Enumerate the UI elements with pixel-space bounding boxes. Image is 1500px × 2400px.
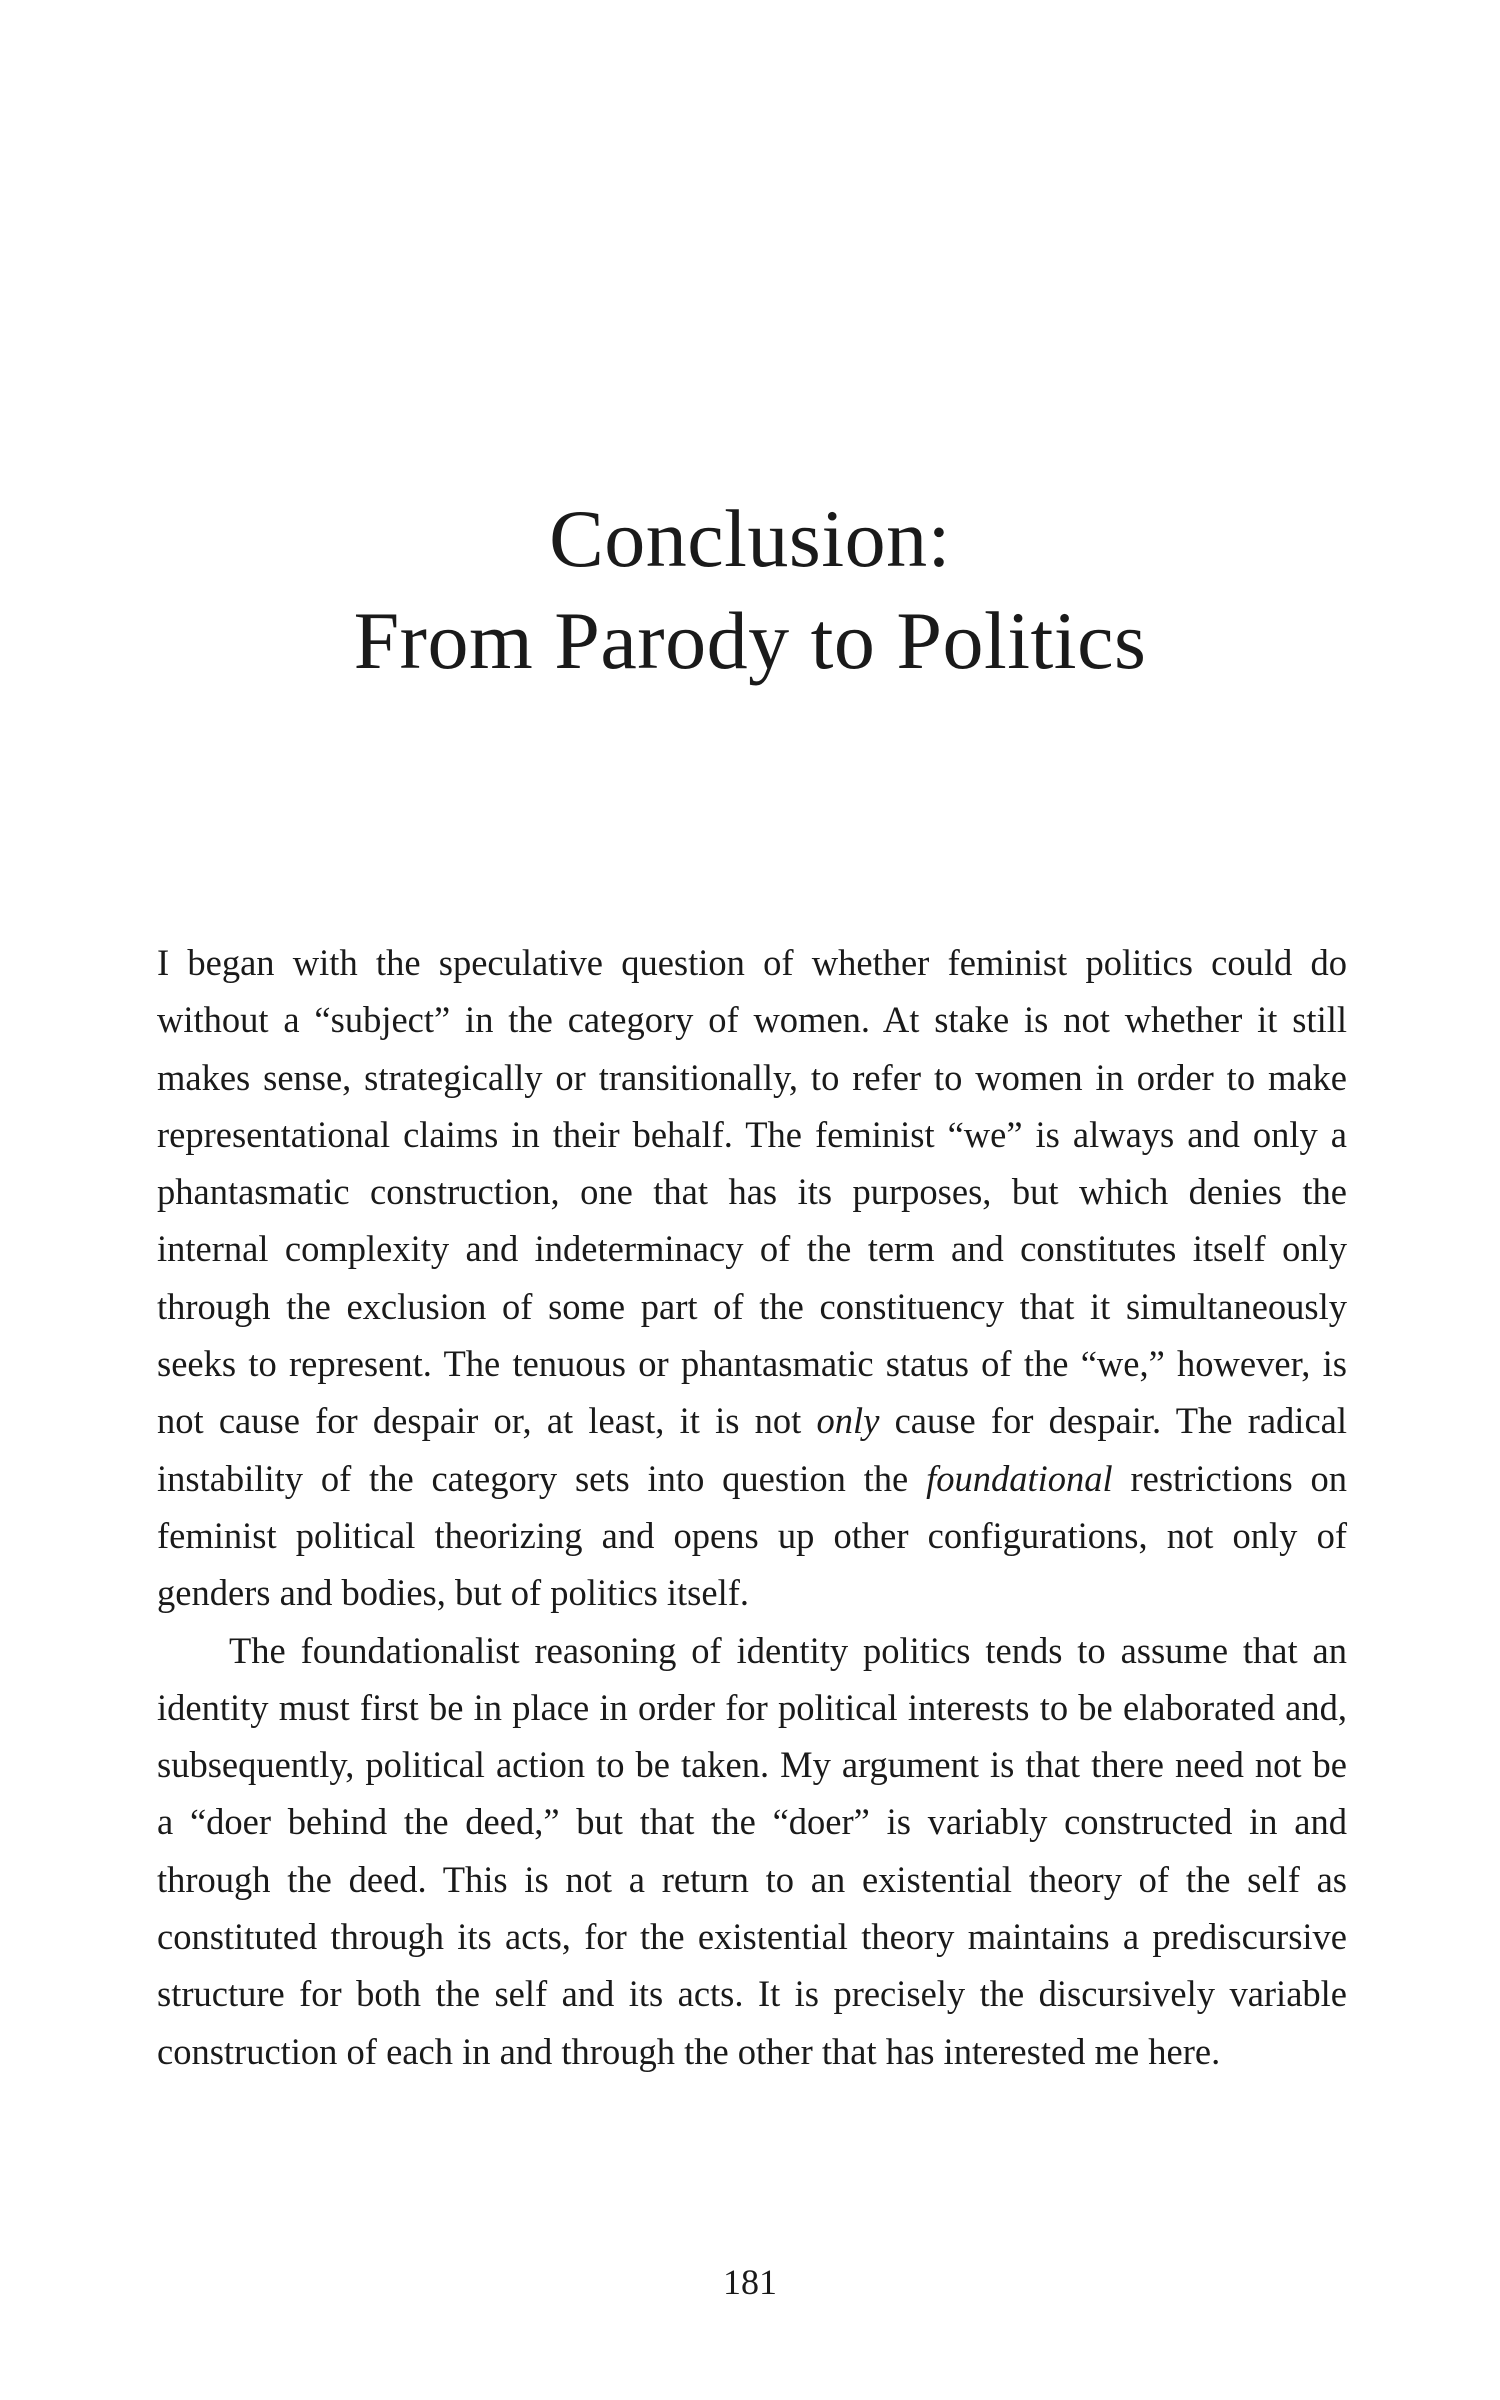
paragraph-2 (157, 1622, 1347, 2080)
text-segment: cause for despair. The radical instability of the category sets into question the (157, 1400, 1347, 1499)
body-text (157, 934, 1347, 2080)
text-segment: The foundationalist reasoning of identity politics tends to assume that an identity must first be in place in order for political interests to be elaborated and, subsequently, political action to be taken. My argument is that there need not be a “doer behind the deed,” but that the “doer” is variably constructed in and through the deed. This is not a return to an existential theory of the self as constituted through its acts, for the existential theory maintains a prediscursive structure for both the self and its acts. It is precisely the discursively variable construction of each in and through the other that has interested me here. (157, 1629, 1347, 2072)
text-segment-italic: only (816, 1400, 880, 1442)
page-number: 181 (723, 2262, 777, 2302)
text-segment: I began with the speculative question of whether feminist politics could do without a “subject” in the category of women. At stake is not whether it still makes sense, strategically or transitionally, to refer to women in order to make representational claims in their behalf. The feminist “we” is always and only a phantasmatic construction, one that has its purposes, but which denies the internal complexity and indeterminacy of the term and constitutes itself only through the exclusion of some part of the constituency that it simultaneously seeks to represent. The tenuous or phantasmatic status of the “we,” however, is not cause for despair or, at least, it is not (157, 942, 1347, 1442)
chapter-title-line-1: Conclusion: (549, 493, 951, 584)
paragraph-1 (157, 934, 1347, 1622)
text-segment-italic: foundational (926, 1457, 1113, 1499)
chapter-title-line-2: From Parody to Politics (353, 595, 1147, 686)
text-segment: restrictions on feminist political theorizing and opens up other configurations, not only of genders and bodies, but of politics itself. (157, 1457, 1347, 1614)
chapter-title (0, 488, 1500, 692)
